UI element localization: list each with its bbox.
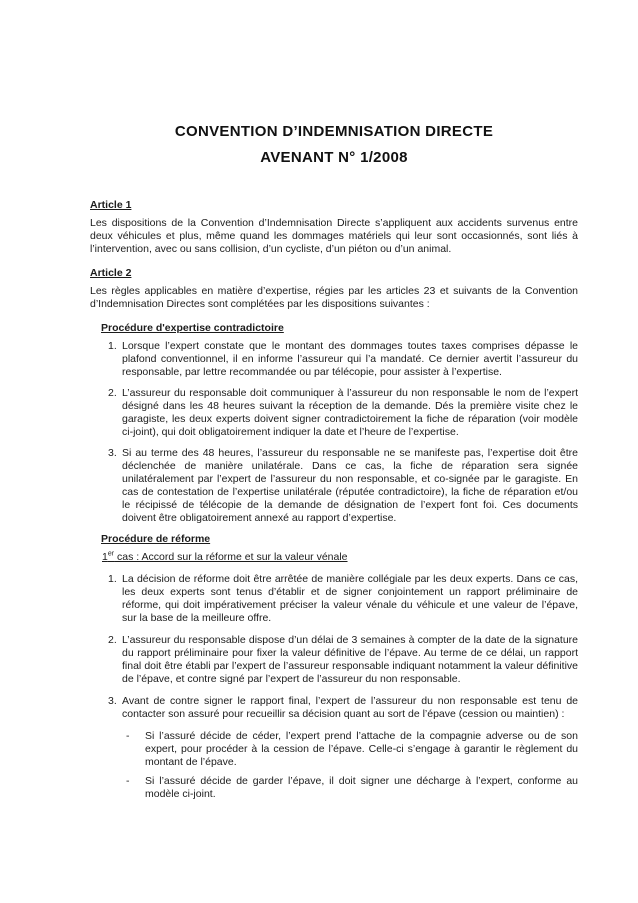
item-number: 3. (108, 447, 117, 459)
title-line-1: CONVENTION D’INDEMNISATION DIRECTE (174, 123, 494, 140)
reforme-item-3 (108, 695, 578, 721)
reforme-item-2 (108, 634, 578, 686)
bullet-text: Si l’assuré décide de garder l’épave, il doit signer une décharge à l’expert, conforme au modèle ci-joint. (145, 775, 578, 800)
case-title: cas : Accord sur la réforme et sur la valeur vénale (114, 551, 348, 563)
dash-bullet: - (126, 730, 130, 742)
item-text: Lorsque l’expert constate que le montant des dommages toutes taxes comprises dépasse le plafond conventionnel, il en informe l’assureur qui l’a mandaté. Ce dernier avertit l’assureur du responsable, par lettre recommandée ou par télécopie, pour assister à l’expertise. (122, 340, 578, 378)
article-1-heading: Article 1 (90, 199, 132, 211)
reforme-item-1 (108, 573, 578, 625)
article-2-body: Les règles applicables en matière d’expertise, régies par les articles 23 et suivants de la Convention d’Indemnisation Directes sont complétées par les dispositions suivantes : (90, 285, 578, 310)
case-ordinal-suffix: er (107, 550, 115, 558)
item-text: La décision de réforme doit être arrêtée de manière collégiale par les deux experts. Dans ce cas, les deux experts sont tenus d’établir et de signer conjointement un rapport préliminaire de réforme, qui doit impérativement préciser la valeur vénale du véhicule et une valeur de l’épave, sur la base de la meilleure offre. (122, 573, 578, 624)
expertise-item-3 (108, 447, 578, 525)
item-number: 2. (108, 634, 117, 646)
title-line-2: AVENANT N° 1/2008 (260, 149, 408, 166)
reforme-bullet-2 (126, 775, 578, 801)
item-number: 3. (108, 695, 117, 707)
reforme-case-subheading (102, 551, 578, 564)
item-text: L’assureur du responsable doit communiquer à l’assureur du non responsable le nom de l’expert désigné dans les 48 heures suivant la réception de la demande. Dés la première visite chez le garagiste, les deux experts doivent signer contradictoirement la fiche de réparation (voir modèle ci-joint), qui doit obligatoirement indiquer la date et l’heure de l’expertise. (122, 387, 578, 438)
item-number: 1. (108, 573, 117, 585)
dash-bullet: - (126, 775, 130, 787)
document-title (90, 119, 578, 171)
item-text: Avant de contre signer le rapport final, l’expert de l’assureur du non responsable est tenu de contacter son assuré pour recueillir sa décision quant au sort de l’épave (cession ou maintien) : (122, 695, 578, 720)
reforme-section-heading: Procédure de réforme (101, 533, 211, 545)
case-number: 1 (102, 551, 108, 563)
article-1-body: Les dispositions de la Convention d’Indemnisation Directe s’appliquent aux accidents survenus entre deux véhicules et plus, même quand les dommages matériels qui leur sont occasionnés, sont liés à l’intervention, avec ou sans collision, d’un cycliste, d’un piéton ou d’un animal. (90, 217, 578, 255)
item-text: Si au terme des 48 heures, l’assureur du responsable ne se manifeste pas, l’expertise doit être déclenchée de manière unilatérale. Dans ce cas, la fiche de réparation sera signée unilatéralement par l’expert de l’assureur du non responsable, et co-signée par le garagiste. En cas de contestation de l’expertise unilatérale (réputée contradictoire), la fiche de réparation et/ou le récipissé de télécopie de la demande de désignation de l’expert font foi. Ces documents doivent être obligatoirement annexé au rapport d’expertise. (122, 447, 578, 524)
bullet-text: Si l’assuré décide de céder, l’expert prend l’attache de la compagnie adverse ou de son expert, pour procéder à la cession de l’épave. Celle-ci s’engage à garantir le règlement du montant de l’épave. (145, 730, 578, 768)
item-number: 2. (108, 387, 117, 399)
article-2-heading: Article 2 (90, 267, 132, 279)
item-text: L’assureur du responsable dispose d’un délai de 3 semaines à compter de la date de la signature du rapport préliminaire pour fixer la valeur définitive de l’épave. Au terme de ce délai, un rapport final doit être établi par l’expert de l’assureur responsable indiquant notamment la valeur définitive de l’épave, et contre signé par l’expert de l’assureur du non responsable. (122, 634, 578, 685)
expertise-item-2 (108, 387, 578, 439)
reforme-bullet-1 (126, 730, 578, 769)
item-number: 1. (108, 340, 117, 352)
expertise-item-1 (108, 340, 578, 379)
expertise-section-heading: Procédure d'expertise contradictoire (101, 322, 284, 334)
